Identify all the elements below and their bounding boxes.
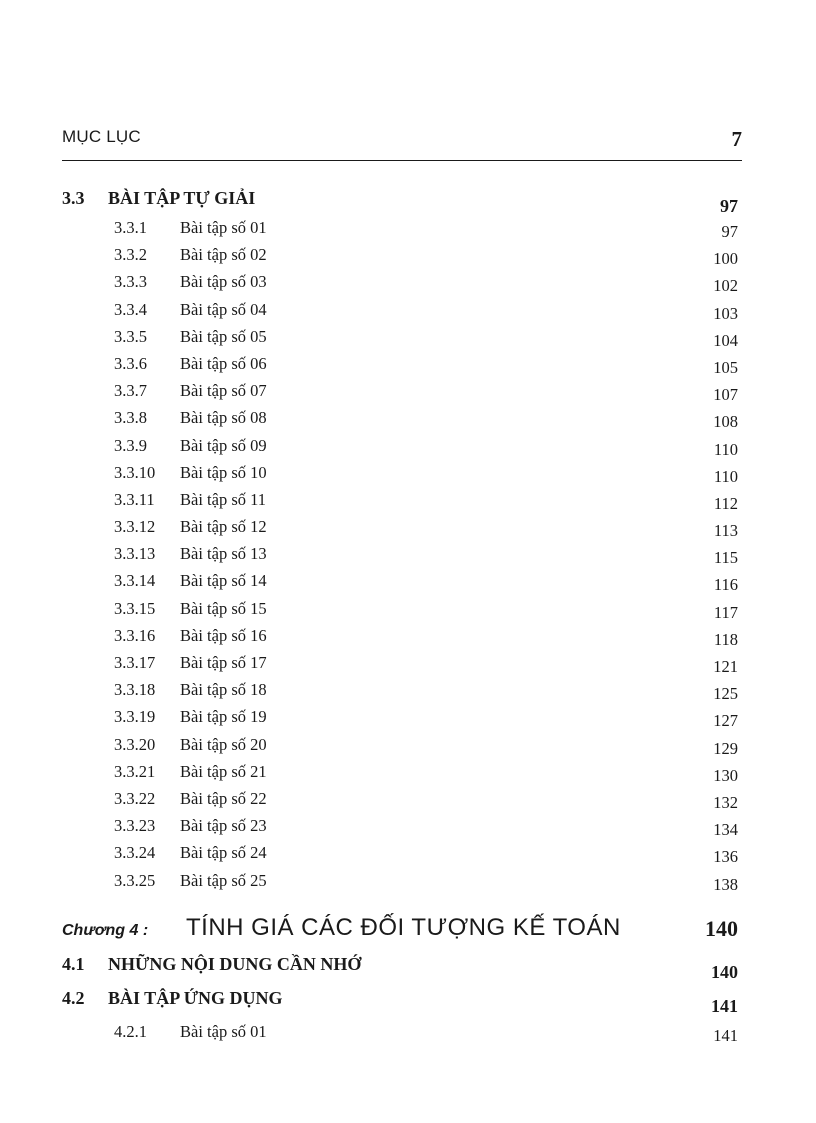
toc-entry[interactable]	[62, 571, 738, 598]
section-title: NHỮNG NỘI DUNG CẦN NHỚ	[108, 953, 362, 974]
entry-number: 3.3.19	[114, 707, 156, 727]
entry-page: 102	[713, 276, 738, 296]
entry-page: 136	[713, 847, 738, 867]
entry-number: 3.3.17	[114, 653, 156, 672]
header-rule	[62, 160, 742, 161]
entry-title: Bài tập số 23	[180, 816, 267, 836]
toc-section-4-2-items	[62, 1022, 738, 1049]
chapter-title: TÍNH GIÁ CÁC ĐỐI TƯỢNG KẾ TOÁN	[186, 913, 621, 941]
entry-title: Bài tập số 19	[180, 707, 267, 727]
toc-entry[interactable]	[62, 843, 738, 870]
toc-chapter-4[interactable]	[62, 914, 738, 954]
entry-page: 127	[713, 711, 738, 731]
toc-entry[interactable]	[62, 626, 738, 653]
toc-entry[interactable]	[62, 680, 738, 707]
entry-number: 3.3.8	[114, 408, 147, 428]
section-page: 141	[711, 995, 738, 1016]
entry-page: 103	[713, 303, 738, 323]
toc-entry[interactable]	[62, 272, 738, 299]
entry-page: 105	[713, 357, 738, 377]
entry-page: 112	[713, 493, 738, 513]
entry-number: 3.3.7	[114, 381, 147, 401]
entry-page: 104	[713, 330, 738, 350]
entry-page: 116	[713, 575, 738, 595]
entry-page: 134	[713, 820, 738, 840]
entry-page: 115	[713, 548, 738, 568]
toc-entry[interactable]	[62, 871, 738, 898]
entry-title: Bài tập số 18	[180, 680, 267, 700]
entry-title: Bài tập số 14	[180, 571, 267, 591]
section-title: BÀI TẬP TỰ GIẢI	[108, 188, 256, 208]
toc-entry[interactable]	[62, 327, 738, 354]
entry-page: 132	[713, 792, 738, 812]
entry-number: 3.3.14	[114, 571, 156, 591]
entry-number: 3.3.23	[114, 816, 156, 836]
entry-number: 3.3.18	[114, 680, 156, 700]
section-title: BÀI TẬP ỨNG DỤNG	[108, 987, 283, 1008]
entry-number: 3.3.13	[114, 544, 156, 564]
entry-number: 3.3.25	[114, 870, 156, 890]
toc-entry[interactable]	[62, 1022, 738, 1049]
toc-entry[interactable]	[62, 436, 738, 463]
entry-title: Bài tập số 15	[180, 598, 267, 618]
entry-title: Bài tập số 25	[180, 870, 267, 890]
entry-number: 3.3.21	[114, 761, 156, 781]
entry-title: Bài tập số 06	[180, 353, 267, 373]
section-number: 4.1	[62, 953, 85, 974]
toc-entry[interactable]	[62, 408, 738, 435]
toc-entry[interactable]	[62, 789, 738, 816]
entry-page: 125	[713, 684, 738, 704]
section-page: 97	[720, 196, 738, 216]
entry-page: 100	[713, 249, 738, 269]
entry-page: 113	[713, 521, 738, 541]
entry-page: 130	[713, 765, 738, 785]
table-of-contents	[62, 188, 738, 1049]
entry-title: Bài tập số 10	[180, 462, 267, 482]
toc-entry[interactable]	[62, 463, 738, 490]
toc-entry[interactable]	[62, 490, 738, 517]
entry-title: Bài tập số 20	[180, 734, 267, 754]
entry-page: 108	[713, 412, 738, 432]
entry-number: 3.3.1	[114, 218, 147, 237]
entry-title: Bài tập số 12	[180, 517, 267, 537]
section-number: 3.3	[62, 188, 85, 208]
entry-title: Bài tập số 08	[180, 408, 267, 428]
entry-number: 3.3.12	[114, 517, 156, 537]
entry-title: Bài tập số 16	[180, 625, 267, 645]
toc-entry[interactable]	[62, 653, 738, 680]
entry-title: Bài tập số 07	[180, 381, 267, 401]
toc-entry[interactable]	[62, 762, 738, 789]
entry-title: Bài tập số 11	[180, 489, 267, 509]
entry-number: 3.3.20	[114, 734, 156, 754]
toc-entry[interactable]	[62, 735, 738, 762]
entry-number: 3.3.9	[114, 435, 147, 455]
entry-page: 118	[713, 629, 738, 649]
entry-title: Bài tập số 01	[180, 1021, 267, 1041]
entry-number: 3.3.16	[114, 625, 156, 645]
entry-page: 117	[713, 602, 738, 622]
entry-page: 129	[713, 738, 738, 758]
toc-section-4-1[interactable]	[62, 954, 738, 988]
entry-number: 3.3.15	[114, 598, 156, 618]
toc-section-3-3-items	[62, 218, 738, 898]
entry-page: 110	[713, 466, 738, 486]
section-page: 140	[711, 961, 738, 982]
running-title: MỤC LỤC	[62, 127, 141, 146]
toc-section-4-2[interactable]	[62, 988, 738, 1022]
toc-entry[interactable]	[62, 218, 738, 245]
entry-title: Bài tập số 22	[180, 788, 267, 808]
entry-number: 3.3.2	[114, 245, 147, 265]
entry-number: 4.2.1	[114, 1021, 147, 1041]
entry-title: Bài tập số 02	[180, 245, 267, 265]
toc-entry[interactable]	[62, 816, 738, 843]
toc-entry[interactable]	[62, 517, 738, 544]
entry-number: 3.3.10	[114, 462, 156, 482]
entry-title: Bài tập số 21	[180, 761, 267, 781]
chapter-label: Chương 4 :	[62, 921, 149, 939]
toc-entry[interactable]	[62, 599, 738, 626]
entry-title: Bài tập số 05	[180, 326, 267, 346]
entry-title: Bài tập số 03	[180, 272, 267, 292]
entry-title: Bài tập số 17	[180, 653, 267, 672]
toc-entry[interactable]	[62, 381, 738, 408]
entry-title: Bài tập số 13	[180, 544, 267, 564]
entry-number: 3.3.4	[114, 299, 147, 319]
entry-number: 3.3.11	[114, 489, 155, 509]
chapter-page: 140	[705, 915, 738, 941]
entry-page: 141	[713, 1025, 738, 1045]
entry-page: 121	[713, 657, 738, 676]
toc-entry[interactable]	[62, 354, 738, 381]
entry-page: 97	[721, 222, 738, 241]
entry-number: 3.3.24	[114, 843, 156, 863]
entry-title: Bài tập số 09	[180, 435, 267, 455]
toc-section-3-3[interactable]	[62, 188, 738, 218]
page-header	[62, 120, 742, 164]
entry-number: 3.3.22	[114, 788, 156, 808]
entry-page: 138	[713, 874, 738, 894]
toc-entry[interactable]	[62, 544, 738, 571]
entry-number: 3.3.6	[114, 353, 147, 373]
entry-page: 107	[713, 385, 738, 405]
toc-entry[interactable]	[62, 300, 738, 327]
section-number: 4.2	[62, 987, 85, 1008]
entry-number: 3.3.5	[114, 326, 147, 346]
entry-title: Bài tập số 01	[180, 218, 267, 237]
entry-page: 110	[713, 439, 738, 459]
entry-number: 3.3.3	[114, 272, 147, 292]
entry-title: Bài tập số 24	[180, 843, 267, 863]
toc-entry[interactable]	[62, 707, 738, 734]
header-page-number: 7	[731, 127, 742, 151]
entry-title: Bài tập số 04	[180, 299, 267, 319]
toc-entry[interactable]	[62, 245, 738, 272]
